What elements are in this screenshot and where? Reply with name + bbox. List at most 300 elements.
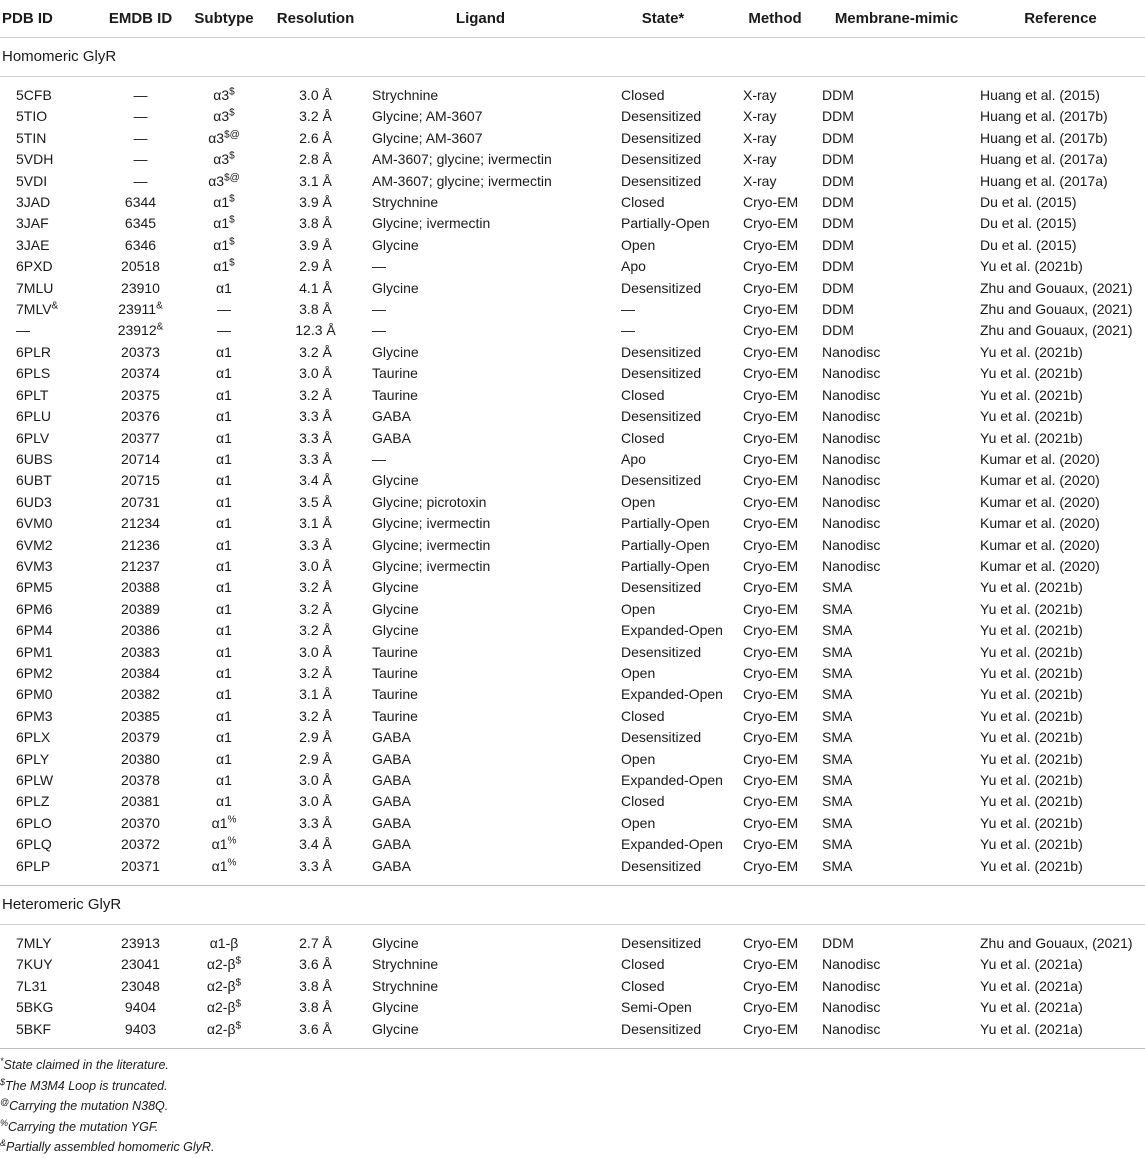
cell-subtype <box>185 834 263 855</box>
cell-membrane-mimic-text: Nanodisc <box>822 1020 881 1037</box>
cell-emdb-id-text: 6346 <box>124 236 157 253</box>
cell-ligand <box>368 385 593 406</box>
cell-pdb-id <box>0 599 96 620</box>
cell-emdb-id-text: 23911 <box>118 301 157 318</box>
cell-state <box>593 791 733 812</box>
cell-reference <box>976 171 1145 192</box>
cell-emdb-id <box>96 406 185 427</box>
spacer-cell <box>0 77 1145 86</box>
col-header-reference: Reference <box>976 0 1145 38</box>
cell-method-text: Cryo-EM <box>743 836 799 853</box>
cell-resolution <box>263 320 368 341</box>
cell-state-text: Desensitized <box>621 172 702 189</box>
cell-subtype <box>185 256 263 277</box>
cell-method <box>733 149 817 170</box>
cell-state <box>593 235 733 256</box>
cell-subtype <box>185 128 263 149</box>
cell-method <box>733 813 817 834</box>
cell-pdb-id <box>0 856 96 877</box>
section-spacer <box>0 925 1145 934</box>
cell-ligand-text: Glycine <box>372 236 419 253</box>
cell-subtype-text: α1 <box>211 814 228 831</box>
cell-emdb-id-text: 20714 <box>121 450 160 467</box>
cell-reference-text: Zhu and Gouaux, (2021) <box>980 935 1133 952</box>
footnote-mark: $@ <box>224 129 240 141</box>
cell-membrane-mimic-text: DDM <box>822 129 854 146</box>
cell-ligand <box>368 599 593 620</box>
cell-method-text: X-ray <box>743 172 777 189</box>
cell-method <box>733 933 817 954</box>
table-row <box>0 813 1145 834</box>
cell-subtype <box>185 85 263 106</box>
cell-membrane-mimic-text: Nanodisc <box>822 386 881 403</box>
cell-ligand-text: — <box>372 301 386 318</box>
cell-subtype <box>185 813 263 834</box>
cell-ligand <box>368 299 593 320</box>
footnote-mark: & <box>51 300 59 312</box>
cell-reference-text: Huang et al. (2015) <box>980 87 1100 103</box>
cell-emdb-id-text: 20383 <box>121 643 160 660</box>
cell-ligand <box>368 976 593 997</box>
cell-state-text: Partially-Open <box>621 557 710 574</box>
cell-method-text: Cryo-EM <box>743 686 799 703</box>
cell-method <box>733 278 817 299</box>
table-row <box>0 192 1145 213</box>
cell-ligand-text: Taurine <box>372 386 418 403</box>
col-header-resolution: Resolution <box>263 0 368 38</box>
cell-method <box>733 706 817 727</box>
cell-membrane-mimic <box>817 535 976 556</box>
cell-subtype <box>185 1019 263 1040</box>
cell-emdb-id-text: — <box>133 129 148 146</box>
cell-state <box>593 171 733 192</box>
cell-method-text: Cryo-EM <box>743 857 799 874</box>
cell-resolution-text: 3.6 Å <box>299 1020 332 1037</box>
cell-membrane-mimic-text: DDM <box>822 279 854 296</box>
cell-ligand <box>368 813 593 834</box>
cell-state-text: Desensitized <box>621 129 702 146</box>
cell-subtype-text: α1 <box>216 408 232 425</box>
cell-pdb-id-text: 6PM5 <box>16 579 53 596</box>
cell-reference <box>976 363 1145 384</box>
cell-ligand-text: Glycine; ivermectin <box>372 515 491 532</box>
cell-subtype <box>185 599 263 620</box>
cell-resolution-text: 3.2 Å <box>299 108 332 125</box>
cell-reference-text: Kumar et al. (2020) <box>980 557 1100 574</box>
cell-state <box>593 278 733 299</box>
cell-membrane-mimic-text: DDM <box>822 151 854 168</box>
cell-reference-text: Yu et al. (2021b) <box>980 579 1083 596</box>
cell-method-text: Cryo-EM <box>743 557 799 574</box>
cell-state <box>593 813 733 834</box>
section-header-row <box>0 38 1145 77</box>
cell-state <box>593 642 733 663</box>
cell-pdb-id-text: 6PM2 <box>16 664 53 681</box>
cell-resolution <box>263 556 368 577</box>
cell-membrane-mimic-text: DDM <box>822 108 854 125</box>
table-row <box>0 363 1145 384</box>
cell-reference-text: Huang et al. (2017a) <box>980 151 1108 168</box>
cell-method <box>733 85 817 106</box>
cell-state <box>593 834 733 855</box>
cell-state-text: Expanded-Open <box>621 622 723 639</box>
cell-membrane-mimic <box>817 933 976 954</box>
cell-method-text: X-ray <box>743 151 777 168</box>
cell-resolution-text: 2.9 Å <box>299 729 332 746</box>
cell-method <box>733 363 817 384</box>
cell-emdb-id <box>96 278 185 299</box>
cell-emdb-id-text: 23912 <box>117 322 157 339</box>
cell-reference <box>976 663 1145 684</box>
cell-membrane-mimic-text: DDM <box>822 322 854 339</box>
cell-pdb-id <box>0 976 96 997</box>
cell-pdb-id <box>0 1019 96 1040</box>
cell-pdb-id <box>0 320 96 341</box>
cell-method-text: Cryo-EM <box>743 622 799 639</box>
cell-subtype <box>185 513 263 534</box>
cell-method <box>733 470 817 491</box>
cell-membrane-mimic <box>817 363 976 384</box>
cell-emdb-id-text: 20374 <box>121 365 160 382</box>
cell-emdb-id <box>96 428 185 449</box>
cell-subtype-text: α3 <box>208 172 225 189</box>
cell-pdb-id-text: 3JAE <box>16 236 50 253</box>
cell-method <box>733 997 817 1018</box>
cell-reference <box>976 706 1145 727</box>
cell-ligand <box>368 556 593 577</box>
footnote <box>0 1117 1145 1138</box>
cell-membrane-mimic <box>817 770 976 791</box>
cell-resolution <box>263 149 368 170</box>
cell-state <box>593 192 733 213</box>
table-row <box>0 642 1145 663</box>
cell-state <box>593 106 733 127</box>
cell-subtype <box>185 149 263 170</box>
cell-state <box>593 856 733 877</box>
cell-resolution <box>263 706 368 727</box>
cell-pdb-id-text: 5CFB <box>16 87 52 103</box>
table-row <box>0 663 1145 684</box>
cell-resolution <box>263 492 368 513</box>
cell-method-text: Cryo-EM <box>743 515 799 532</box>
cell-subtype-text: α1 <box>211 857 228 874</box>
cell-method-text: Cryo-EM <box>743 793 799 810</box>
cell-state <box>593 299 733 320</box>
footnote-mark: * <box>0 1055 4 1066</box>
cell-ligand-text: GABA <box>372 772 411 788</box>
cell-pdb-id <box>0 684 96 705</box>
cell-subtype-text: α1 <box>216 707 232 724</box>
cell-membrane-mimic <box>817 428 976 449</box>
cell-membrane-mimic-text: DDM <box>822 935 854 952</box>
footnote <box>0 1096 1145 1117</box>
cell-resolution-text: 3.4 Å <box>299 472 332 489</box>
cell-resolution-text: 2.9 Å <box>299 258 332 275</box>
cell-reference <box>976 577 1145 598</box>
cell-pdb-id <box>0 470 96 491</box>
cell-emdb-id <box>96 997 185 1018</box>
cell-ligand-text: Taurine <box>372 664 418 681</box>
cell-emdb-id <box>96 385 185 406</box>
cell-resolution <box>263 791 368 812</box>
cell-reference-text: Yu et al. (2021a) <box>980 1020 1083 1037</box>
cell-membrane-mimic <box>817 342 976 363</box>
cell-ligand <box>368 933 593 954</box>
footnote-mark: % <box>227 856 237 868</box>
cell-membrane-mimic-text: SMA <box>822 814 853 831</box>
cell-reference-text: Zhu and Gouaux, (2021) <box>980 301 1133 318</box>
cell-method-text: Cryo-EM <box>743 772 799 788</box>
cell-subtype-text: α1 <box>213 194 230 211</box>
cell-subtype <box>185 556 263 577</box>
cell-ligand <box>368 428 593 449</box>
cell-emdb-id-text: 9403 <box>124 1020 157 1037</box>
cell-emdb-id <box>96 192 185 213</box>
cell-resolution-text: 3.0 Å <box>299 643 332 660</box>
cell-resolution-text: 3.2 Å <box>299 579 332 596</box>
table-row <box>0 128 1145 149</box>
cell-method-text: Cryo-EM <box>743 729 799 746</box>
cell-resolution <box>263 997 368 1018</box>
cell-subtype-text: α1 <box>216 536 232 553</box>
cell-pdb-id <box>0 106 96 127</box>
footnote-mark: $ <box>229 193 235 205</box>
cell-reference <box>976 106 1145 127</box>
cell-state <box>593 470 733 491</box>
cell-state <box>593 428 733 449</box>
cell-emdb-id-text: 20377 <box>121 429 160 446</box>
cell-resolution <box>263 1019 368 1040</box>
footnote-mark: $ <box>229 257 235 269</box>
cell-pdb-id-text: 5VDH <box>16 151 54 168</box>
cell-subtype-text: α1 <box>216 343 232 360</box>
cell-subtype-text: α1 <box>216 729 232 746</box>
cell-method-text: Cryo-EM <box>743 408 799 425</box>
cell-resolution <box>263 342 368 363</box>
cell-membrane-mimic <box>817 791 976 812</box>
cell-membrane-mimic <box>817 299 976 320</box>
cell-resolution-text: 3.3 Å <box>299 536 332 553</box>
cell-method <box>733 513 817 534</box>
cell-pdb-id <box>0 85 96 106</box>
cell-membrane-mimic <box>817 171 976 192</box>
cell-resolution-text: 3.1 Å <box>299 686 332 703</box>
cell-pdb-id <box>0 791 96 812</box>
cell-resolution <box>263 449 368 470</box>
cell-emdb-id <box>96 770 185 791</box>
cell-resolution <box>263 85 368 106</box>
cell-emdb-id <box>96 535 185 556</box>
cell-reference <box>976 449 1145 470</box>
cell-pdb-id <box>0 749 96 770</box>
table-row <box>0 85 1145 106</box>
table-row <box>0 791 1145 812</box>
cell-reference-text: Yu et al. (2021b) <box>980 622 1083 639</box>
cell-reference-text: Yu et al. (2021a) <box>980 956 1083 973</box>
cell-reference-text: Yu et al. (2021b) <box>980 857 1083 874</box>
cell-pdb-id-text: 6PLU <box>16 408 52 425</box>
cell-subtype-text: α2-β <box>206 1020 236 1037</box>
cell-state <box>593 513 733 534</box>
table-row <box>0 933 1145 954</box>
cell-membrane-mimic <box>817 706 976 727</box>
cell-emdb-id <box>96 342 185 363</box>
cell-subtype-text: α1 <box>211 836 228 853</box>
table-row <box>0 449 1145 470</box>
cell-membrane-mimic-text: SMA <box>822 643 853 660</box>
cell-membrane-mimic-text: SMA <box>822 579 853 596</box>
cell-membrane-mimic <box>817 1019 976 1040</box>
cell-subtype <box>185 492 263 513</box>
cell-reference-text: Yu et al. (2021b) <box>980 686 1083 703</box>
cell-subtype <box>185 933 263 954</box>
cell-method-text: Cryo-EM <box>743 194 799 211</box>
cell-subtype <box>185 663 263 684</box>
cell-state <box>593 1019 733 1040</box>
cell-ligand-text: Taurine <box>372 365 418 382</box>
cell-emdb-id-text: 20376 <box>121 408 160 425</box>
cell-emdb-id <box>96 235 185 256</box>
cell-emdb-id <box>96 492 185 513</box>
cell-reference <box>976 599 1145 620</box>
cell-membrane-mimic-text: Nanodisc <box>822 977 881 994</box>
cell-resolution-text: 3.2 Å <box>299 343 332 360</box>
cell-method <box>733 106 817 127</box>
cell-pdb-id-text: 5TIN <box>16 129 47 146</box>
cell-state <box>593 128 733 149</box>
cell-subtype-text: α1 <box>216 365 232 382</box>
cell-membrane-mimic <box>817 192 976 213</box>
cell-reference-text: Yu et al. (2021b) <box>980 386 1083 403</box>
cell-pdb-id-text: 5BKF <box>16 1020 52 1037</box>
cell-membrane-mimic <box>817 813 976 834</box>
cell-ligand <box>368 856 593 877</box>
cell-emdb-id-text: — <box>133 172 148 189</box>
cell-membrane-mimic-text: Nanodisc <box>822 515 881 532</box>
cell-emdb-id-text: 23910 <box>121 279 160 296</box>
cell-state-text: Apo <box>621 450 646 467</box>
cell-ligand <box>368 171 593 192</box>
cell-method-text: Cryo-EM <box>743 386 799 403</box>
cell-resolution-text: 3.3 Å <box>299 814 332 831</box>
cell-method <box>733 428 817 449</box>
cell-membrane-mimic-text: DDM <box>822 87 854 103</box>
cell-reference <box>976 235 1145 256</box>
cell-reference-text: Yu et al. (2021b) <box>980 429 1083 446</box>
cell-method-text: Cryo-EM <box>743 977 799 994</box>
cell-resolution-text: 3.8 Å <box>299 301 332 318</box>
cell-pdb-id-text: 7MLV <box>16 301 52 318</box>
cell-membrane-mimic <box>817 663 976 684</box>
cell-subtype <box>185 770 263 791</box>
cell-membrane-mimic <box>817 620 976 641</box>
cell-emdb-id <box>96 620 185 641</box>
cell-method-text: X-ray <box>743 129 777 146</box>
cell-reference-text: Yu et al. (2021b) <box>980 258 1083 275</box>
cell-ligand-text: Strychnine <box>372 194 439 211</box>
cell-subtype-text: α1 <box>216 386 232 403</box>
cell-method-text: Cryo-EM <box>743 707 799 724</box>
cell-subtype-text: α1 <box>216 450 232 467</box>
cell-method <box>733 171 817 192</box>
cell-state <box>593 954 733 975</box>
cell-emdb-id-text: 20389 <box>121 600 160 617</box>
cell-emdb-id-text: 20379 <box>121 729 160 746</box>
cell-emdb-id <box>96 599 185 620</box>
cell-resolution-text: 3.0 Å <box>299 365 332 382</box>
cell-state-text: Closed <box>621 707 665 724</box>
cell-pdb-id <box>0 278 96 299</box>
cell-method-text: Cryo-EM <box>743 343 799 360</box>
cell-membrane-mimic <box>817 256 976 277</box>
cell-state-text: Open <box>621 493 656 510</box>
cell-resolution-text: 3.4 Å <box>299 836 332 853</box>
cell-subtype-text: α1 <box>216 643 232 660</box>
cell-reference <box>976 342 1145 363</box>
cell-emdb-id-text: 21237 <box>121 557 160 574</box>
cell-method-text: Cryo-EM <box>743 1020 799 1037</box>
footnote-text: The M3M4 Loop is truncated. <box>5 1078 168 1093</box>
cell-membrane-mimic-text: SMA <box>822 836 853 853</box>
table-row <box>0 320 1145 341</box>
cell-subtype <box>185 278 263 299</box>
cell-reference <box>976 976 1145 997</box>
cell-state <box>593 320 733 341</box>
cell-subtype <box>185 342 263 363</box>
cell-method-text: Cryo-EM <box>743 215 799 232</box>
cell-pdb-id <box>0 556 96 577</box>
cell-membrane-mimic-text: Nanodisc <box>822 429 881 446</box>
table-row <box>0 997 1145 1018</box>
cell-method-text: Cryo-EM <box>743 956 799 973</box>
cell-state <box>593 406 733 427</box>
cell-subtype-text: α1 <box>213 236 230 253</box>
cell-subtype <box>185 535 263 556</box>
cell-state-text: Partially-Open <box>621 215 710 232</box>
cell-pdb-id <box>0 577 96 598</box>
cell-ligand-text: Glycine <box>372 343 419 360</box>
footnote-mark: % <box>227 835 237 847</box>
cell-membrane-mimic <box>817 470 976 491</box>
cell-method-text: X-ray <box>743 87 777 103</box>
cell-pdb-id-text: 3JAF <box>16 215 49 232</box>
cell-emdb-id <box>96 663 185 684</box>
cell-state <box>593 85 733 106</box>
table-row <box>0 620 1145 641</box>
cell-pdb-id <box>0 663 96 684</box>
cell-emdb-id-text: 20715 <box>121 472 160 489</box>
cell-ligand-text: GABA <box>372 857 411 874</box>
cell-membrane-mimic <box>817 85 976 106</box>
cell-reference-text: Yu et al. (2021b) <box>980 729 1083 746</box>
cell-reference <box>976 385 1145 406</box>
cell-ligand <box>368 235 593 256</box>
cell-pdb-id <box>0 256 96 277</box>
cell-pdb-id <box>0 933 96 954</box>
cell-method-text: Cryo-EM <box>743 236 799 253</box>
cell-pdb-id <box>0 385 96 406</box>
cell-state <box>593 577 733 598</box>
cell-emdb-id <box>96 320 185 341</box>
cell-resolution <box>263 213 368 234</box>
cell-pdb-id-text: 6VM2 <box>16 536 53 553</box>
cell-pdb-id-text: 7MLU <box>16 279 54 296</box>
spacer-cell <box>0 925 1145 934</box>
cell-subtype-text: α3 <box>213 151 230 168</box>
cell-method <box>733 834 817 855</box>
cell-reference <box>976 85 1145 106</box>
cell-resolution <box>263 684 368 705</box>
